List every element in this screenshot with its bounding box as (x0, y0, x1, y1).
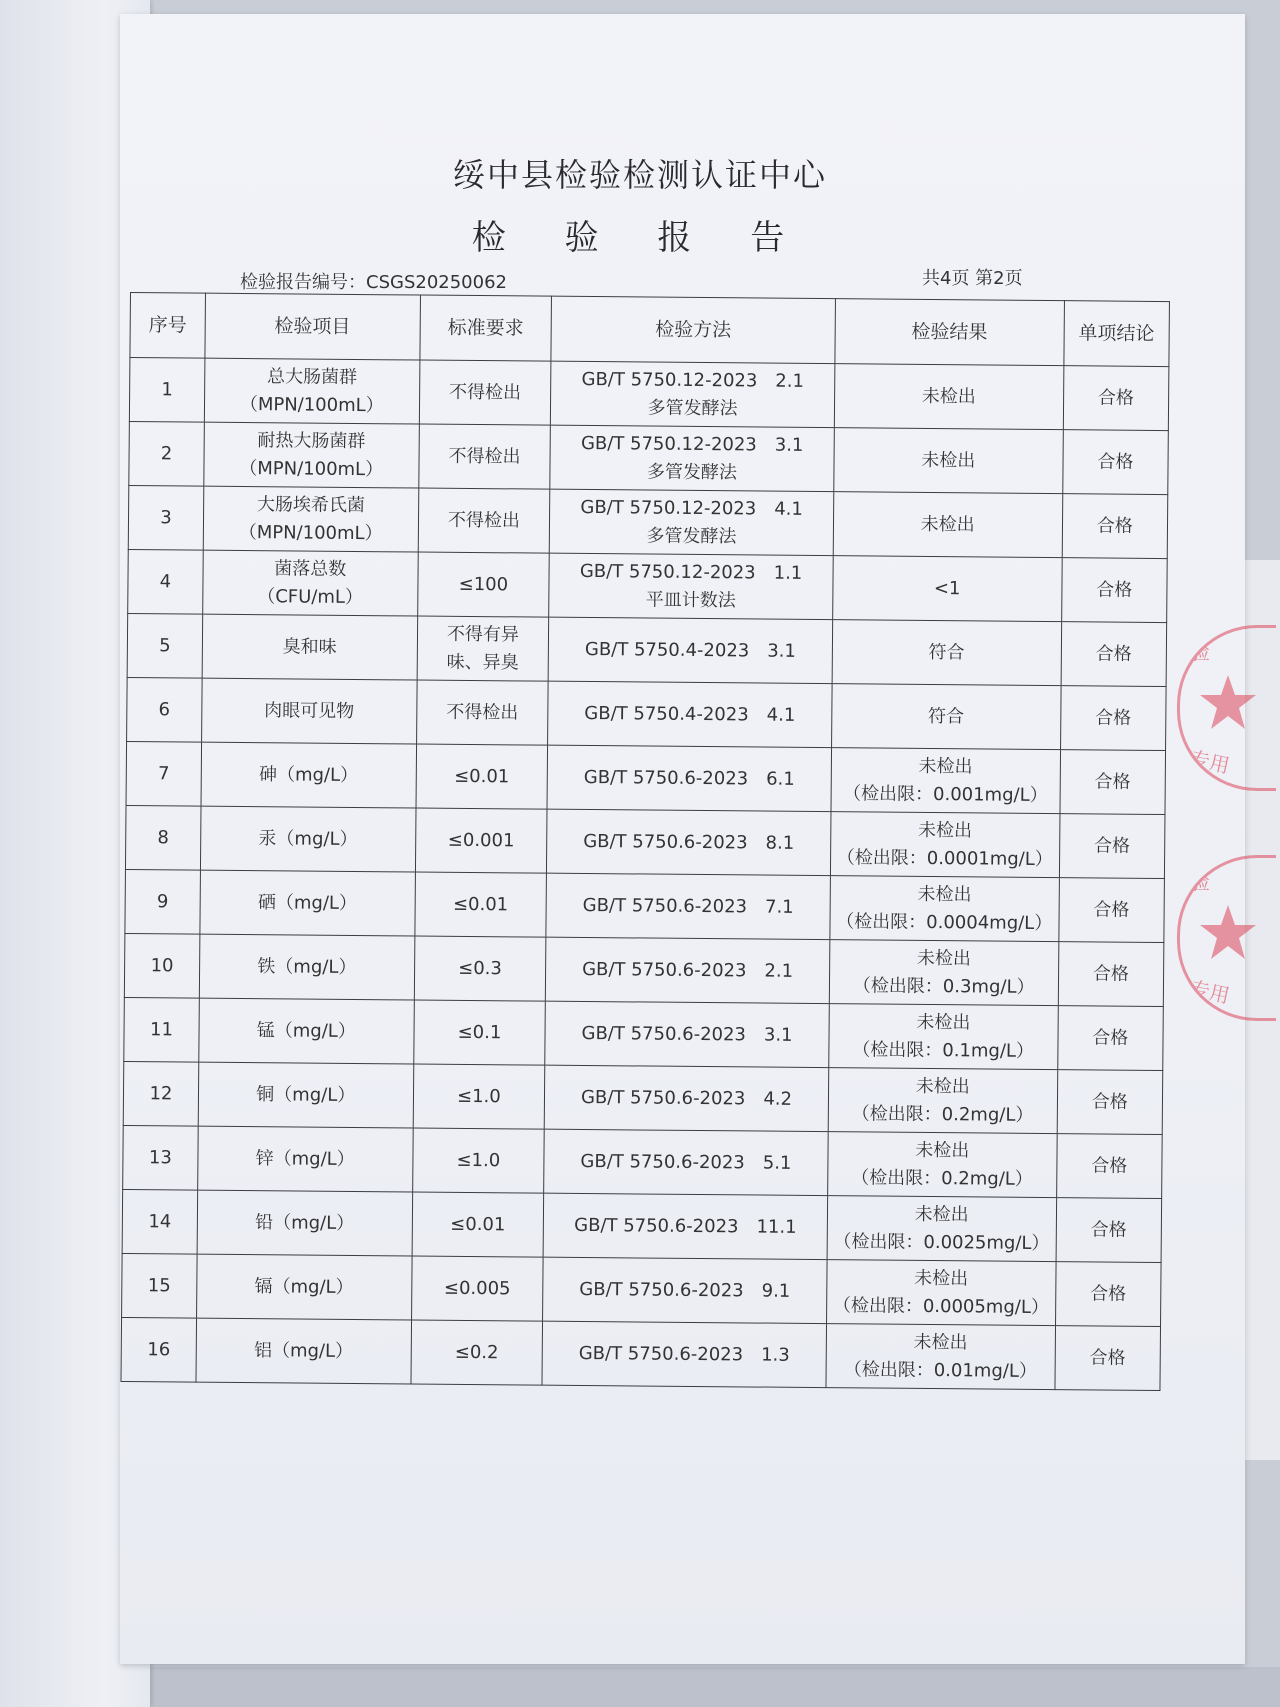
cell-result (830, 876, 1059, 942)
cell-method-line: GB/T 5750.4-2023 4.1 (584, 702, 796, 726)
cell-item (199, 934, 414, 1000)
cell-method (544, 1129, 828, 1195)
cell-result-line: 未检出 (917, 883, 972, 905)
cell-standard-line: ≤1.0 (456, 1149, 501, 1171)
cell-standard-line: 不得检出 (447, 509, 521, 531)
cell-method-line: GB/T 5750.6-2023 3.1 (581, 1022, 793, 1046)
cell-no: 8 (125, 805, 200, 870)
red-seal-stamp (1177, 625, 1276, 791)
cell-standard-line: 不得检出 (446, 701, 519, 723)
table-row (124, 933, 1164, 1006)
cell-standard-line: 味、异臭 (446, 651, 519, 673)
cell-verdict: 合格 (1059, 878, 1165, 943)
cell-result (834, 364, 1063, 430)
cell-verdict: 合格 (1056, 1134, 1162, 1199)
cell-item-line: 汞（mg/L） (258, 827, 358, 850)
cell-method-line: GB/T 5750.12-2023 2.1 (581, 368, 805, 392)
cell-result (831, 684, 1060, 750)
cell-no: 6 (127, 677, 202, 742)
cell-no: 16 (121, 1317, 196, 1382)
cell-item-line: 总大肠菌群 (266, 365, 358, 388)
cell-result-line: 未检出 (914, 1203, 969, 1225)
cell-standard (414, 936, 546, 1001)
seal-star-icon (1198, 673, 1258, 733)
cell-item-line: 铜（mg/L） (256, 1083, 356, 1106)
cell-item-line: 砷（mg/L） (258, 763, 359, 786)
cell-result-line: 未检出 (921, 385, 976, 407)
table-row (125, 805, 1165, 878)
cell-item-line: （MPN/100mL） (239, 393, 384, 416)
cell-result (834, 428, 1063, 494)
column-header-verdict: 单项结论 (1064, 301, 1170, 367)
cell-standard (417, 552, 549, 617)
cell-standard (419, 360, 551, 425)
cell-standard-line: ≤0.01 (450, 1213, 506, 1235)
cell-item-line: 菌落总数 (274, 557, 347, 580)
cell-result-line: （检出限：0.0001mg/L） (836, 846, 1053, 870)
cell-result-line: 未检出 (914, 1267, 969, 1289)
cell-verdict: 合格 (1060, 750, 1166, 815)
cell-standard (418, 488, 550, 553)
cell-result-line: （检出限：0.0025mg/L） (833, 1230, 1050, 1254)
cell-method-line: GB/T 5750.6-2023 6.1 (583, 766, 795, 790)
cell-item (202, 678, 417, 744)
results-table (120, 292, 1169, 1391)
cell-standard-line: ≤0.005 (443, 1277, 511, 1299)
cell-result-line: （检出限：0.1mg/L） (852, 1038, 1035, 1062)
table-row (122, 1253, 1162, 1326)
cell-verdict: 合格 (1060, 686, 1166, 751)
cell-no: 10 (124, 933, 199, 998)
cell-item-line: 硒（mg/L） (257, 891, 358, 914)
cell-result-line: 符合 (928, 641, 965, 663)
table-row (129, 421, 1169, 494)
cell-item (202, 614, 417, 680)
cell-result (831, 748, 1060, 814)
cell-method-line: GB/T 5750.6-2023 11.1 (574, 1214, 797, 1238)
cell-no: 13 (123, 1125, 198, 1190)
cell-standard-line: 不得有异 (446, 623, 520, 645)
table-row (129, 358, 1169, 431)
cell-standard (415, 808, 547, 873)
cell-result-line: （检出限：0.2mg/L） (851, 1102, 1034, 1126)
seal-star-icon (1198, 903, 1258, 963)
cell-verdict: 合格 (1057, 1070, 1163, 1135)
cell-standard-line: ≤100 (458, 573, 509, 595)
cell-item (204, 358, 419, 424)
cell-verdict: 合格 (1062, 494, 1168, 559)
cell-method (549, 553, 833, 619)
cell-method (542, 1321, 826, 1387)
cell-standard (412, 1128, 544, 1193)
cell-item-line: 锰（mg/L） (256, 1019, 356, 1042)
cell-no: 2 (129, 421, 204, 486)
cell-verdict: 合格 (1056, 1198, 1162, 1263)
cell-item (199, 998, 414, 1064)
cell-result-line: 未检出 (915, 1075, 970, 1097)
cell-no: 5 (127, 613, 202, 678)
cell-standard-line: ≤0.2 (454, 1341, 499, 1363)
cell-item-line: 铝（mg/L） (253, 1339, 354, 1362)
cell-method (547, 809, 831, 875)
cell-method (543, 1193, 827, 1259)
organization-name: 绥中县检验检测认证中心 (452, 156, 827, 194)
cell-standard (411, 1320, 543, 1385)
cell-item-line: 镉（mg/L） (254, 1275, 354, 1298)
cell-item-line: 铅（mg/L） (255, 1211, 355, 1234)
cell-standard (417, 616, 549, 681)
cell-item (201, 742, 416, 808)
cell-standard-line: ≤0.001 (447, 829, 515, 851)
cell-result-line: 未检出 (913, 1331, 968, 1353)
cell-method (543, 1257, 827, 1323)
cell-item (198, 1062, 413, 1128)
cell-item-line: 肉眼可见物 (264, 699, 355, 722)
cell-item-line: 铁（mg/L） (257, 955, 357, 978)
cell-item (200, 870, 415, 936)
cell-result-line: <1 (933, 577, 961, 599)
table-row (127, 677, 1167, 750)
cell-method-line: 多管发酵法 (646, 461, 738, 483)
cell-item (203, 550, 418, 616)
table-row (122, 1189, 1162, 1262)
cell-method-line: 平皿计数法 (645, 589, 736, 611)
cell-standard (413, 1064, 545, 1129)
cell-no: 3 (128, 485, 203, 550)
cell-item (196, 1254, 411, 1320)
table-row (121, 1317, 1161, 1390)
cell-method-line: GB/T 5750.4-2023 3.1 (584, 638, 797, 662)
cell-item (200, 806, 415, 872)
cell-result-line: （检出限：0.3mg/L） (852, 974, 1035, 998)
cell-item-line: （MPN/100mL） (238, 521, 383, 544)
cell-item (196, 1318, 411, 1384)
cell-method (548, 617, 832, 683)
cell-result (826, 1324, 1055, 1390)
report-number: 检验报告编号：CSGS20250062 (240, 272, 507, 293)
table-row (128, 485, 1168, 558)
cell-method-line: GB/T 5750.6-2023 4.2 (580, 1086, 793, 1110)
cell-standard-line: ≤1.0 (456, 1085, 501, 1107)
cell-result-line: 未检出 (918, 755, 973, 777)
cell-method-line: GB/T 5750.6-2023 8.1 (583, 830, 795, 854)
cell-method (545, 1001, 829, 1067)
cell-method-line: GB/T 5750.12-2023 3.1 (580, 432, 804, 456)
seal-text: 专用 (1187, 746, 1232, 778)
cell-method-line: GB/T 5750.6-2023 5.1 (580, 1150, 792, 1174)
cell-no: 7 (126, 741, 201, 806)
cell-method-line: GB/T 5750.6-2023 9.1 (579, 1278, 791, 1302)
cell-item-line: （MPN/100mL） (239, 457, 384, 480)
cell-result-line: （检出限：0.001mg/L） (842, 782, 1048, 806)
cell-item-line: 锌（mg/L） (255, 1147, 355, 1170)
cell-standard-line: 不得检出 (448, 445, 521, 467)
cell-method (551, 361, 835, 427)
cell-result (830, 812, 1059, 878)
cell-verdict: 合格 (1057, 1006, 1163, 1071)
cell-standard-line: ≤0.01 (454, 765, 510, 787)
column-header-standard: 标准要求 (420, 295, 552, 361)
cell-verdict: 合格 (1059, 814, 1165, 879)
desk-surface (0, 1667, 1280, 1707)
cell-item (204, 422, 419, 488)
cell-method (544, 1065, 828, 1131)
cell-standard (415, 872, 547, 937)
cell-result-line: （检出限：0.2mg/L） (851, 1166, 1033, 1190)
cell-result-line: 未检出 (920, 513, 975, 535)
cell-verdict: 合格 (1061, 558, 1167, 623)
cell-result-line: 未检出 (917, 819, 973, 841)
column-header-method: 检验方法 (551, 296, 835, 363)
cell-result-line: （检出限：0.0005mg/L） (832, 1294, 1050, 1318)
cell-result (828, 1068, 1057, 1134)
seal-text: 验 (1190, 870, 1210, 894)
cell-result-line: 未检出 (916, 947, 972, 969)
cell-verdict: 合格 (1061, 622, 1167, 687)
cell-no: 9 (125, 869, 200, 934)
page-indicator: 共4页 第2页 (922, 268, 1023, 289)
cell-standard-line: 不得检出 (448, 381, 522, 403)
cell-item-line: 耐热大肠菌群 (257, 429, 366, 452)
cell-method (547, 745, 831, 811)
cell-no: 15 (122, 1253, 197, 1318)
cell-item-line: （CFU/mL） (257, 585, 364, 608)
cell-method (546, 873, 830, 939)
seal-text: 专用 (1187, 976, 1232, 1008)
cell-result (827, 1132, 1056, 1198)
cell-item (203, 486, 418, 552)
column-header-item: 检验项目 (205, 293, 420, 360)
cell-standard (412, 1192, 544, 1257)
cell-result (829, 1004, 1058, 1070)
cell-verdict: 合格 (1062, 430, 1168, 495)
table-row (123, 1125, 1163, 1198)
cell-result (827, 1196, 1056, 1262)
cell-result-line: 未检出 (915, 1139, 970, 1161)
table-row (128, 549, 1168, 622)
cell-standard-line: ≤0.01 (452, 893, 509, 915)
cell-standard (411, 1256, 543, 1321)
cell-method-line: GB/T 5750.12-2023 1.1 (579, 560, 803, 584)
column-header-no: 序号 (130, 293, 206, 359)
cell-standard-line: ≤0.3 (458, 957, 502, 979)
column-header-result: 检验结果 (835, 299, 1064, 366)
cell-item (197, 1190, 412, 1256)
cell-standard-line: ≤0.1 (457, 1021, 502, 1043)
cell-method-line: 多管发酵法 (647, 397, 738, 419)
seal-text: 验 (1190, 640, 1210, 664)
cell-no: 14 (122, 1189, 197, 1254)
cell-item-line: 臭和味 (282, 635, 337, 658)
cell-result-line: 符合 (927, 705, 965, 727)
cell-method (548, 681, 832, 747)
table-header-row (130, 293, 1170, 367)
cell-method (549, 489, 833, 555)
report-title: 检 验 报 告 (471, 218, 809, 258)
cell-standard (416, 744, 548, 809)
table-row (126, 741, 1166, 814)
cell-result (826, 1260, 1055, 1326)
cell-no: 11 (124, 997, 199, 1062)
cell-result-line: 未检出 (921, 449, 976, 471)
cell-method (550, 425, 834, 491)
table-row (127, 613, 1167, 686)
cell-no: 12 (123, 1061, 198, 1126)
cell-verdict: 合格 (1063, 366, 1169, 431)
cell-no: 1 (129, 358, 204, 423)
cell-method-line: GB/T 5750.6-2023 1.3 (578, 1342, 790, 1366)
cell-result (833, 492, 1062, 558)
cell-result-line: 未检出 (916, 1011, 971, 1033)
cell-result-line: （检出限：0.01mg/L） (843, 1358, 1038, 1382)
table-body (121, 358, 1169, 1391)
cell-result (832, 620, 1061, 686)
cell-item (198, 1126, 413, 1192)
table-row (125, 869, 1165, 942)
cell-no: 4 (128, 549, 203, 614)
cell-verdict: 合格 (1055, 1262, 1161, 1327)
cell-standard (418, 424, 550, 489)
cell-standard (416, 680, 548, 745)
red-seal-stamp (1177, 855, 1276, 1021)
cell-method-line: GB/T 5750.6-2023 2.1 (582, 958, 794, 982)
table-row (124, 997, 1164, 1070)
cell-result-line: （检出限：0.0004mg/L） (836, 910, 1053, 934)
cell-method-line: GB/T 5750.12-2023 4.1 (580, 496, 803, 520)
cell-method-line: 多管发酵法 (646, 525, 737, 547)
cell-verdict: 合格 (1055, 1326, 1161, 1391)
cell-standard (413, 1000, 545, 1065)
cell-method-line: GB/T 5750.6-2023 7.1 (582, 894, 794, 918)
cell-result (829, 940, 1058, 1006)
cell-result (832, 556, 1061, 622)
table-row (123, 1061, 1163, 1134)
cell-item-line: 大肠埃希氏菌 (256, 493, 366, 516)
cell-method (546, 937, 830, 1003)
cell-verdict: 合格 (1058, 942, 1164, 1007)
